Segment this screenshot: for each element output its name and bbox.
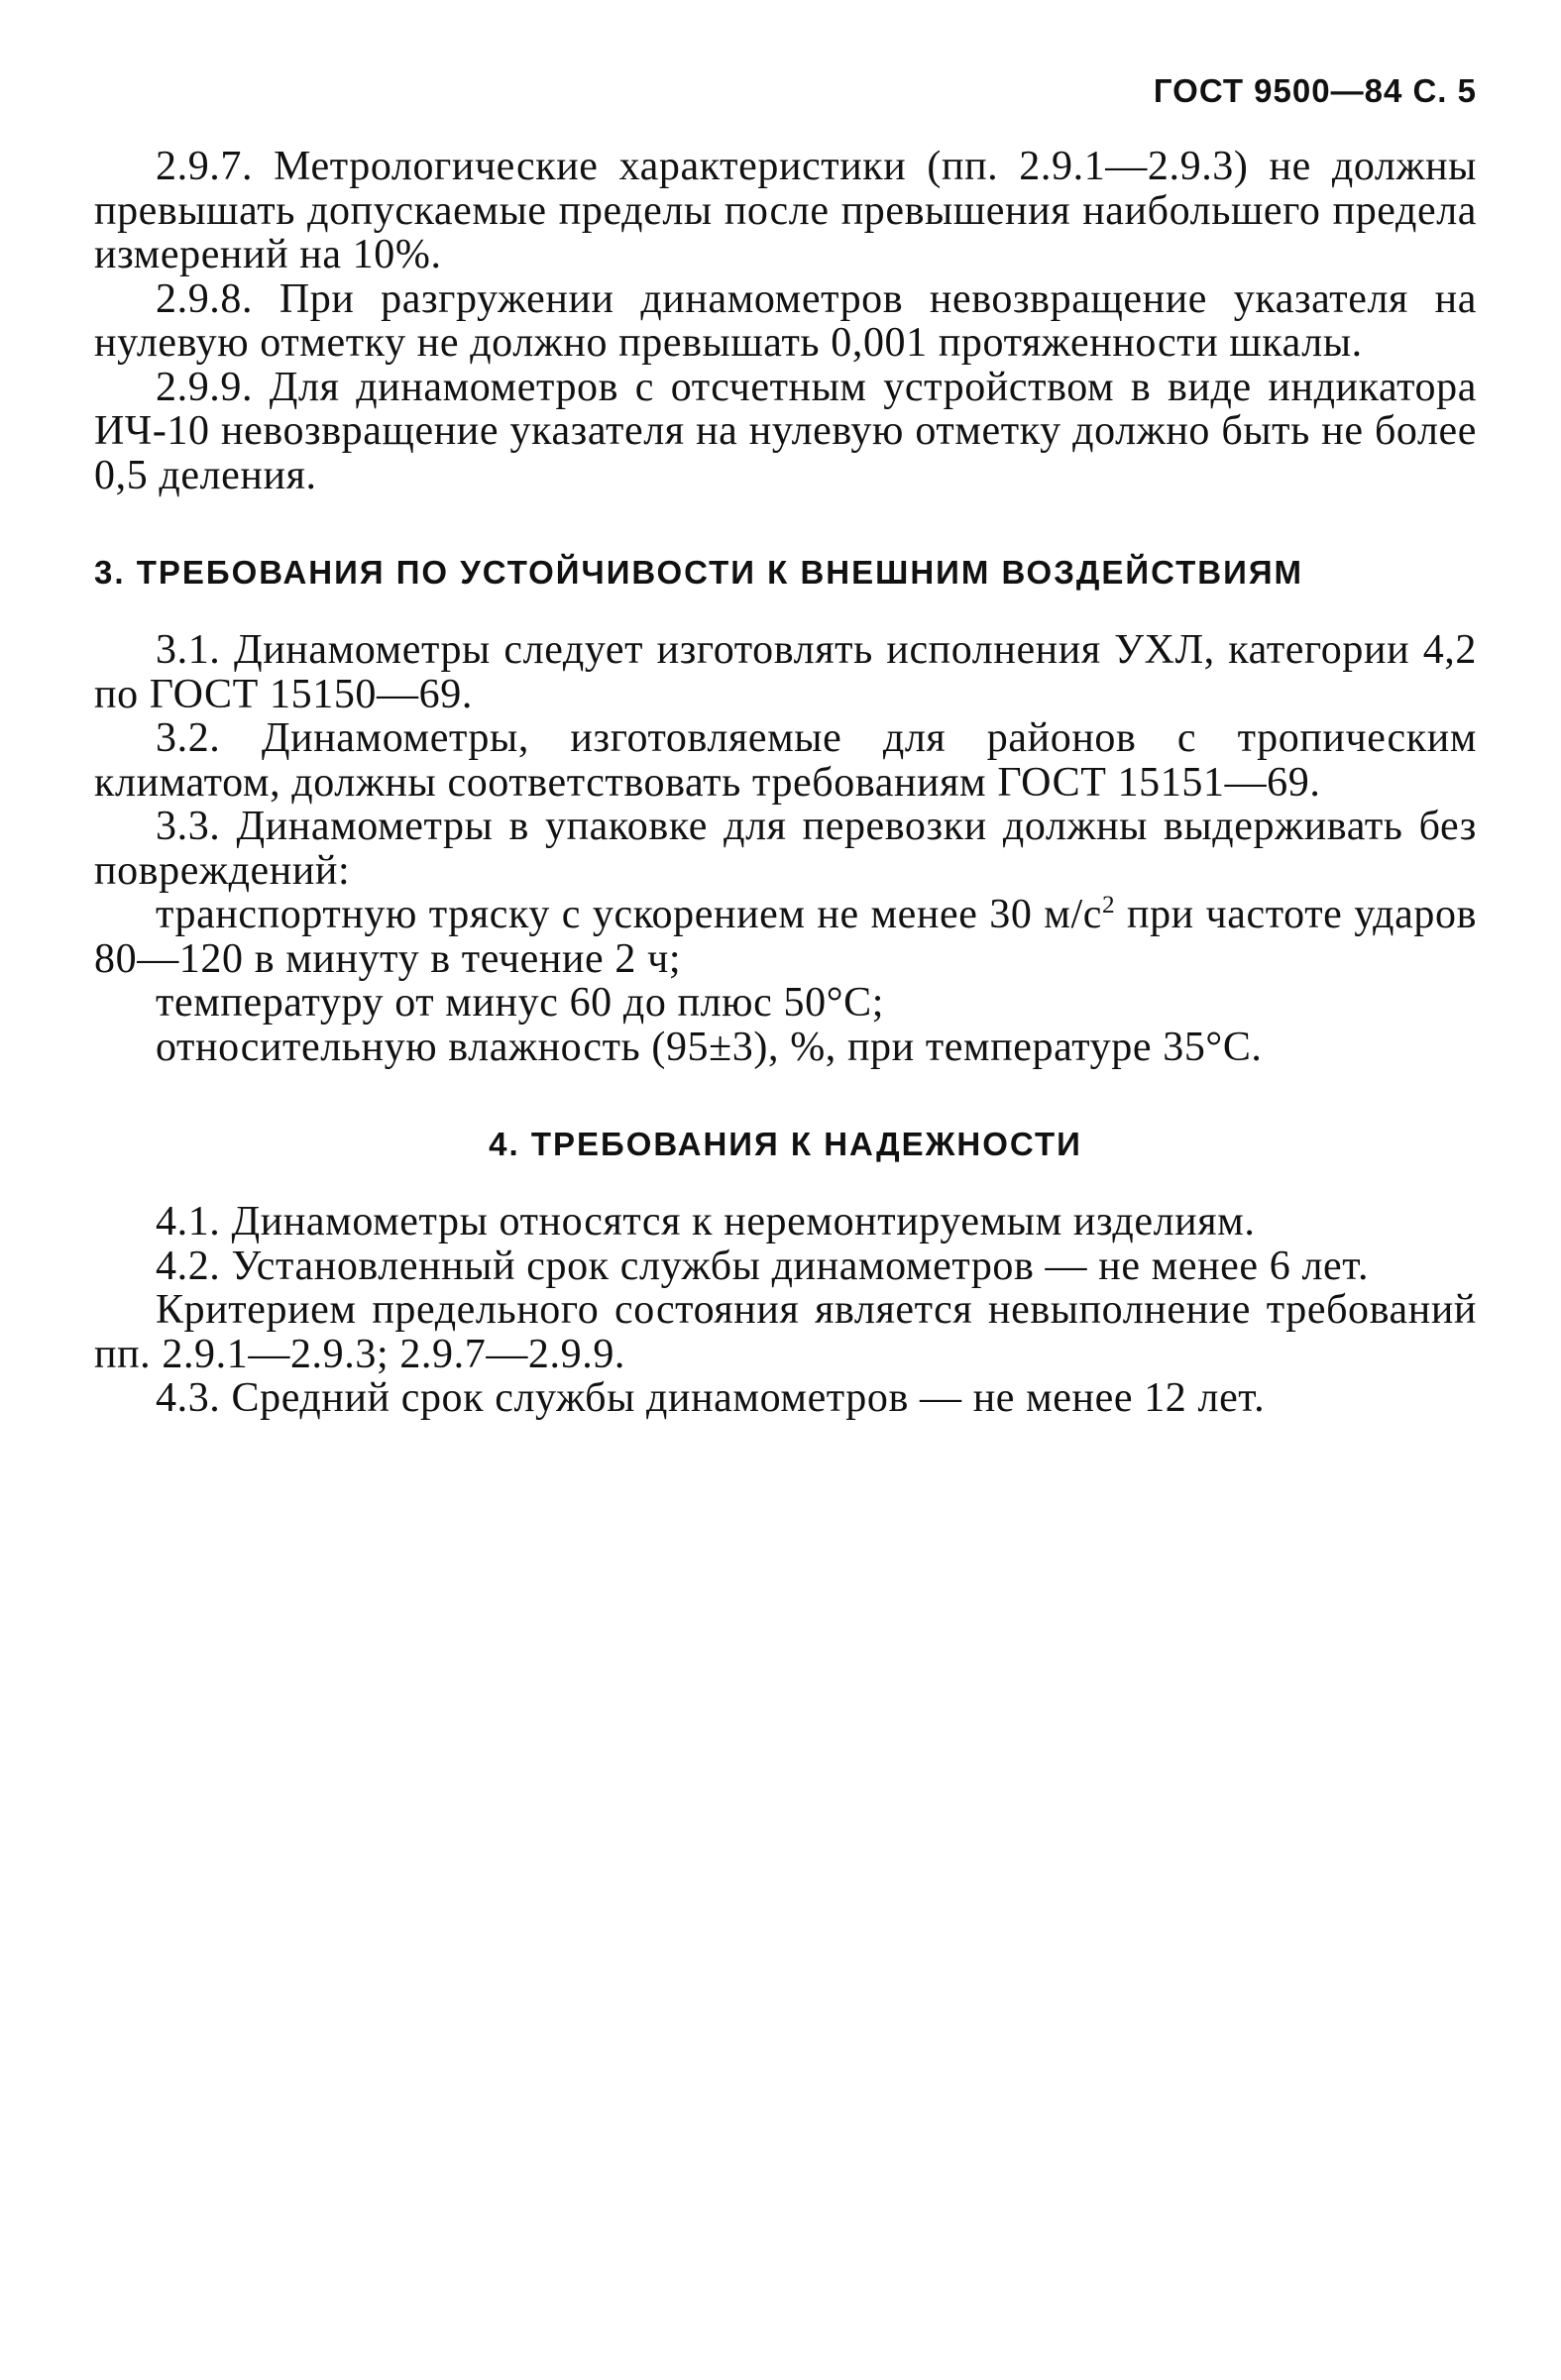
paragraph-4-1: 4.1. Динамометры относятся к неремонтируемым изделиям. <box>156 1199 1256 1244</box>
shake-text-suffix: при частоте ударов 80—120 в минуту в течение 2 ч; <box>94 892 1477 982</box>
paragraph-3-3: 3.3. Динамометры в упаковке для перевозки должны выдерживать без повреждений: <box>94 804 1477 894</box>
document-page <box>94 69 1477 1421</box>
paragraph-2-9-9: 2.9.9. Для динамометров с отсчетным устройством в виде индикатора ИЧ-10 невозвращение указателя на нулевую отметку должно быть не более 0,5 деления. <box>94 364 1477 498</box>
paragraph-criteria: Критерием предельного состояния является невыполнение требований пп. 2.9.1—2.9.3; 2.9.7—2.9.9. <box>94 1287 1477 1377</box>
paragraph-3-2: 3.2. Динамометры, изготовляемые для районов с тропическим климатом, должны соответствовать требованиям ГОСТ 15151—69. <box>94 715 1477 806</box>
shake-superscript: 2 <box>1101 892 1116 919</box>
section-4-title: 4. ТРЕБОВАНИЯ К НАДЕЖНОСТИ <box>489 1126 1082 1162</box>
list-item-transport-shake <box>94 893 1477 981</box>
shake-text-prefix: транспортную тряску с ускорением не менее 30 м/с <box>156 892 1102 937</box>
list-item-temperature: температуру от минус 60 до плюс 50°С; <box>156 980 884 1026</box>
paragraph-3-1: 3.1. Динамометры следует изготовлять исполнения УХЛ, категории 4,2 по ГОСТ 15150—69. <box>94 627 1477 717</box>
running-header: ГОСТ 9500—84 С. 5 <box>1153 72 1477 109</box>
paragraph-2-9-8: 2.9.8. При разгружении динамометров невозвращение указателя на нулевую отметку не должно превышать 0,001 протяженности шкалы. <box>94 275 1477 366</box>
paragraph-2-9-7: 2.9.7. Метрологические характеристики (пп. 2.9.1—2.9.3) не должны превышать допускаемые пределы после превышения наибольшего предела измерений на 10%. <box>94 144 1477 277</box>
paragraph-4-2: 4.2. Установленный срок службы динамометров — не менее 6 лет. <box>156 1243 1370 1289</box>
section-3-title: 3. ТРЕБОВАНИЯ ПО УСТОЙЧИВОСТИ К ВНЕШНИМ ВОЗДЕЙСТВИЯМ <box>94 554 1304 591</box>
paragraph-4-3: 4.3. Средний срок службы динамометров — не менее 12 лет. <box>156 1375 1266 1421</box>
list-item-humidity: относительную влажность (95±3), %, при температуре 35°С. <box>156 1024 1263 1070</box>
